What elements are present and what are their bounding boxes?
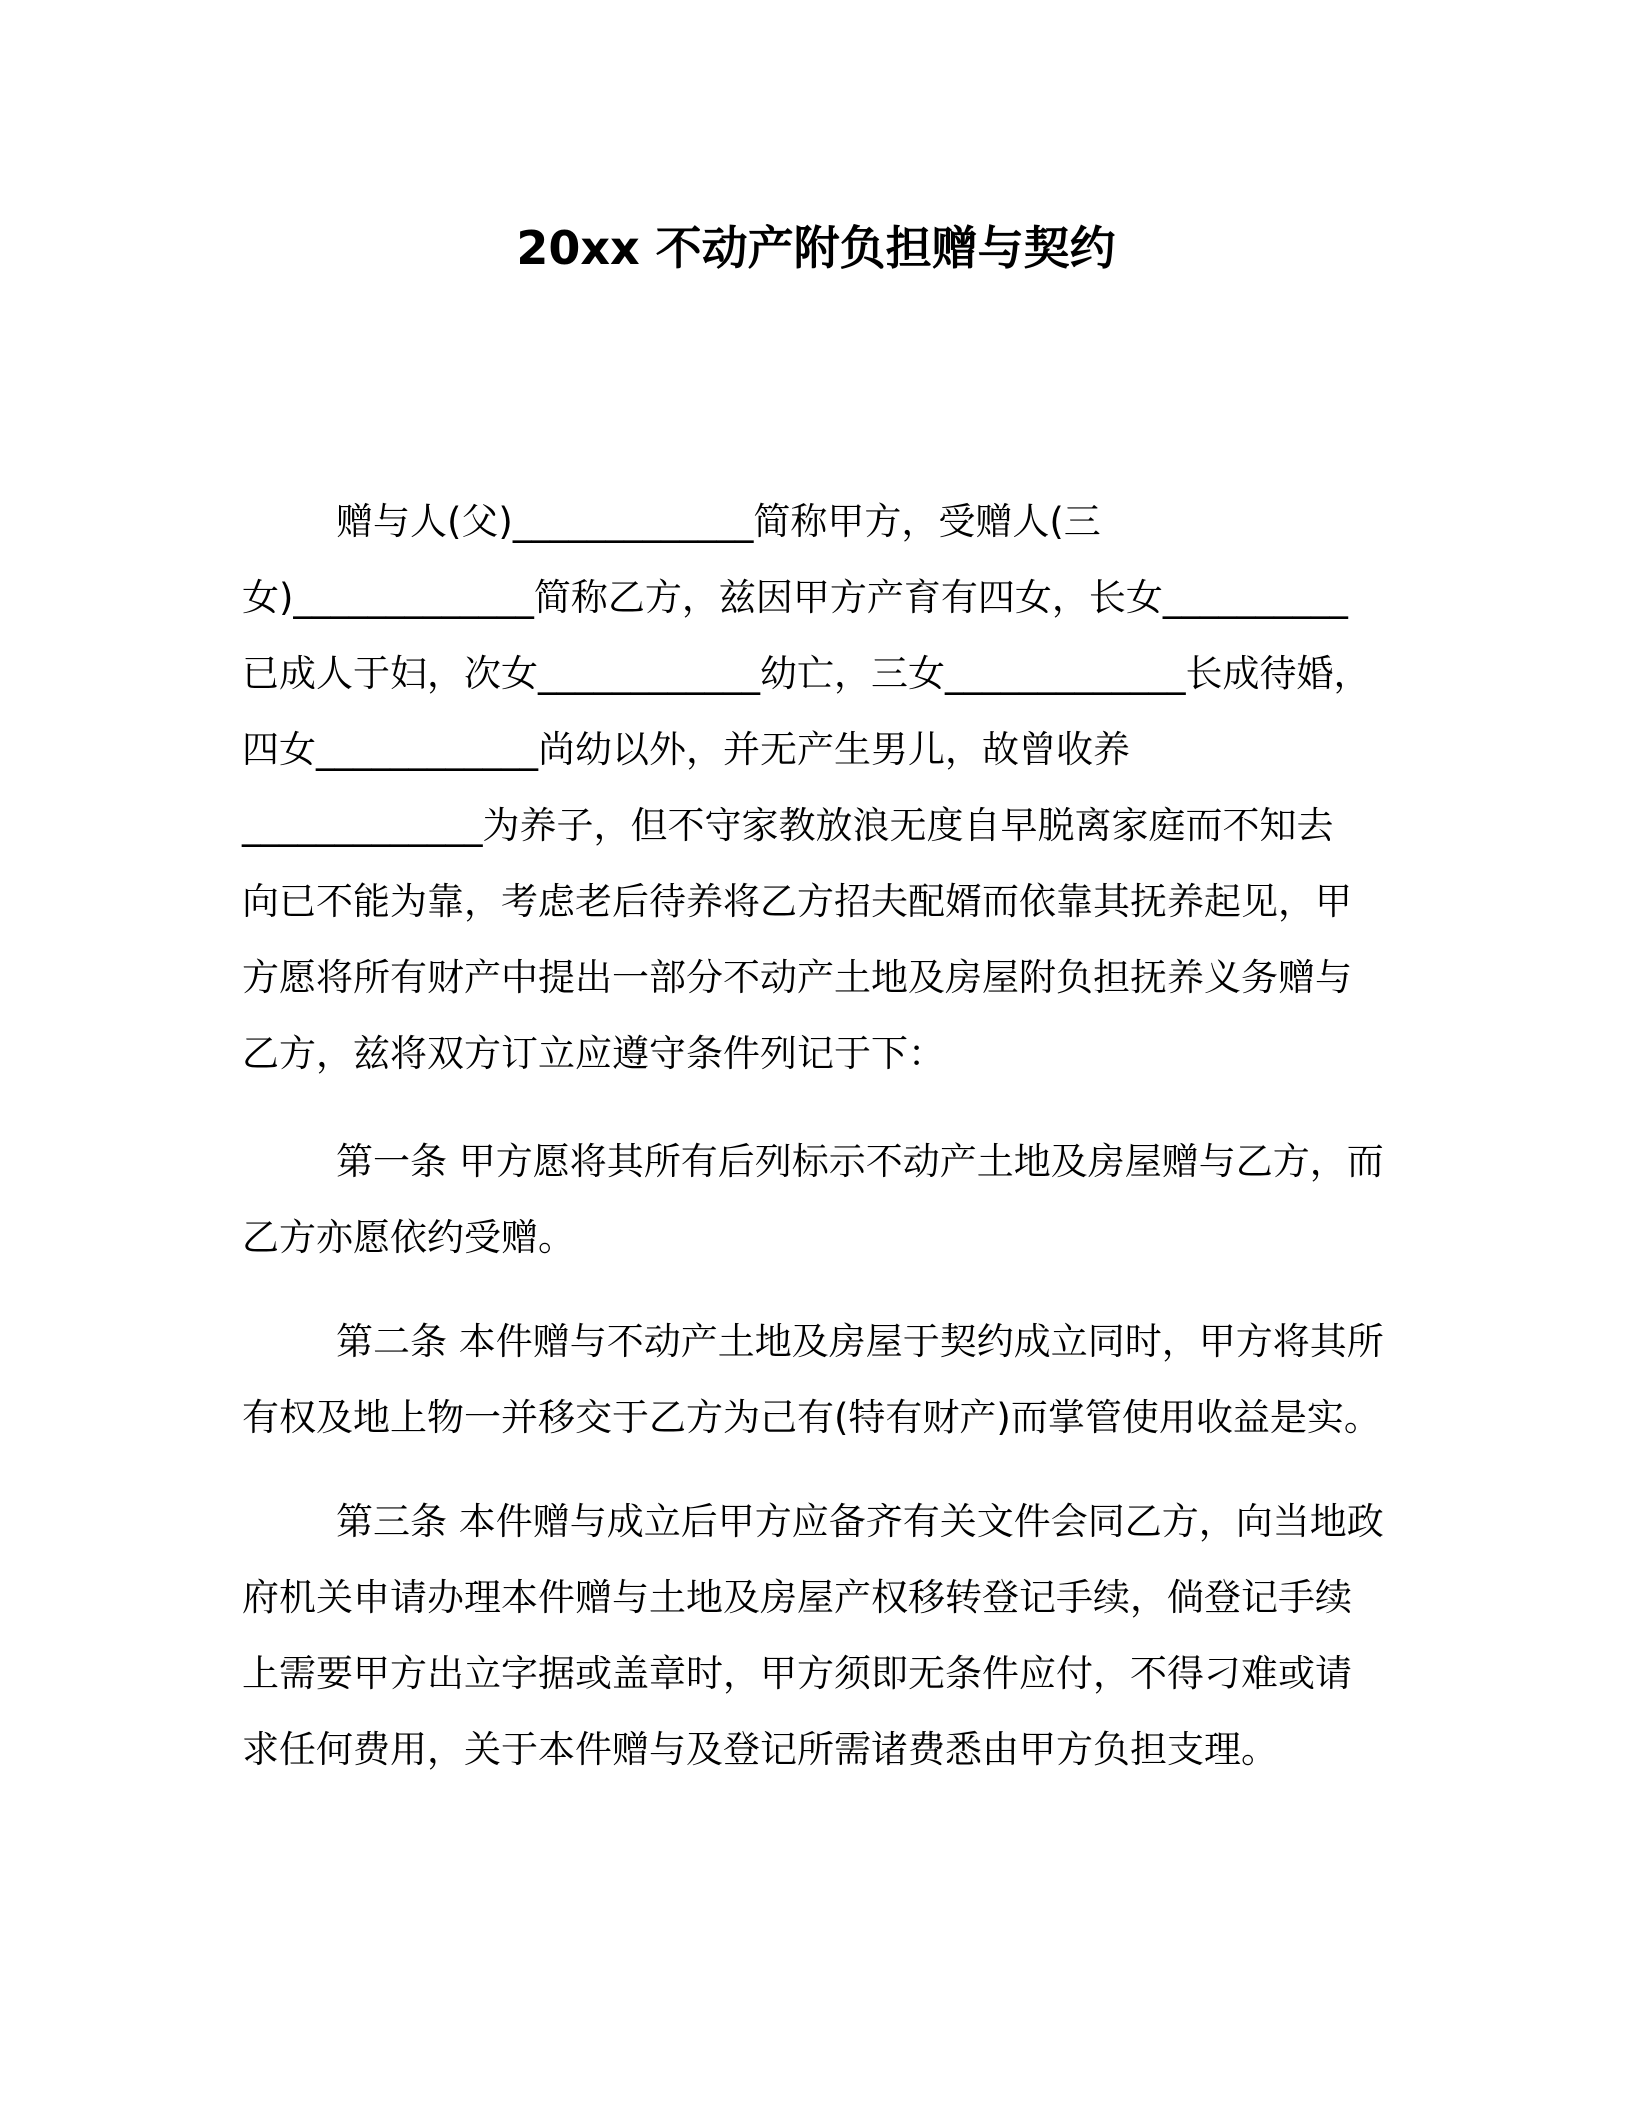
article-3-line: 上需要甲方出立字据或盖章时，甲方须即无条件应付，不得刁难或请 [242,1652,1352,1695]
article-1-line: 乙方亦愿依约受赠。 [242,1216,575,1259]
paragraph-intro-line: _____________为养子，但不守家教放浪无度自早脱离家庭而不知去 [242,804,1334,847]
article-2-line: 第二条 本件赠与不动产土地及房屋于契约成立同时，甲方将其所 [336,1320,1384,1363]
article-2-line: 有权及地上物一并移交于乙方为己有(特有财产)而掌管使用收益是实。 [242,1396,1381,1439]
paragraph-intro-line: 乙方，兹将双方订立应遵守条件列记于下： [242,1032,945,1075]
paragraph-intro-line: 四女____________尚幼以外，并无产生男儿，故曾收养 [242,728,1130,771]
paragraph-intro-line: 方愿将所有财产中提出一部分不动产土地及房屋附负担抚养义务赠与 [242,956,1352,999]
paragraph-intro-line: 已成人于妇，次女____________幼亡，三女_____________长成待婚， [242,652,1371,695]
paragraph-intro-line: 女)_____________简称乙方，兹因甲方产育有四女，长女__________ [242,576,1348,619]
document-title: 20xx 不动产附负担赠与契约 [516,221,1116,275]
article-1-line: 第一条 甲方愿将其所有后列标示不动产土地及房屋赠与乙方，而 [336,1140,1384,1183]
paragraph-intro-line: 向已不能为靠，考虑老后待养将乙方招夫配婿而依靠其抚养起见，甲 [242,880,1352,923]
paragraph-intro-line: 赠与人(父)_____________简称甲方，受赠人(三 [336,500,1101,543]
article-3-line: 府机关申请办理本件赠与土地及房屋产权移转登记手续，倘登记手续 [242,1576,1352,1619]
article-3-line: 第三条 本件赠与成立后甲方应备齐有关文件会同乙方，向当地政 [336,1500,1384,1543]
article-3-line: 求任何费用，关于本件赠与及登记所需诸费悉由甲方负担支理。 [242,1728,1278,1771]
